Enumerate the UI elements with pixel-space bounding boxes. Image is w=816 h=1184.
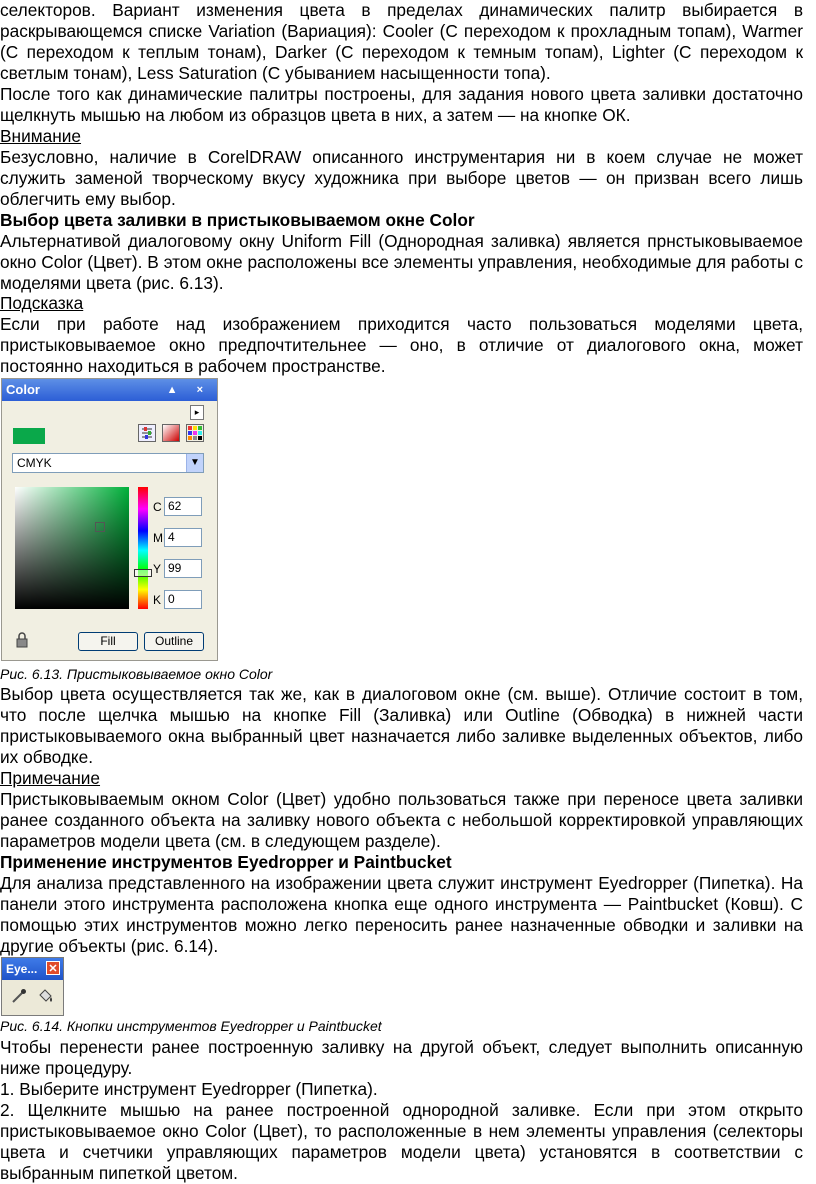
eyedropper-toolbar-titlebar <box>2 958 63 980</box>
docker-title: Color <box>6 382 40 397</box>
paragraph-uniform-fill-alt: Альтернативой диалоговому окну Uniform Fill (Однородная заливка) является прнстыковываемое окно Color (Цвет). В этом окне расположены все элементы управления, необходимые для работы с моделями цвета (рис. 6.13). <box>0 231 803 293</box>
current-color-swatch <box>13 428 45 444</box>
figure-caption-6-14: Рис. 6.14. Кнопки инструментов Eyedropper и Paintbucket <box>0 1018 382 1034</box>
step-2: 2. Щелкните мышью на ранее построенной однородной заливке. Если при этом открыто пристыковываемое окно Color (Цвет), то расположенные в нем элементы управления (селекторы цвета и счетчики управляющих параметров модели цвета) установятся в соответствии с выбранным пипеткой цветом. <box>0 1100 803 1183</box>
hue-slider-handle[interactable] <box>134 569 152 577</box>
note-label-attention: Внимание <box>0 126 82 146</box>
eyedropper-toolbar <box>1 957 64 1016</box>
color-docker-window <box>1 378 218 661</box>
figure-caption-6-13: Рис. 6.13. Пристыковываемое окно Color <box>0 666 273 682</box>
paragraph-creative-taste: Безусловно, наличие в CorelDRAW описанного инструментария ни в коем случае не может служить заменой творческому вкусу художника при выборе цветов — он призван всего лишь облегчить ему выбор. <box>0 147 803 209</box>
note-label-hint: Подсказка <box>0 293 84 313</box>
docker-title-buttons[interactable]: ▲ × <box>166 384 211 396</box>
paragraph-variation: селекторов. Вариант изменения цвета в пределах динамических палитр выбирается в раскрывающемся списке Variation (Вариация): Cooler (С переходом к прохладным топам), Warmer (С переходом к теплым тонам), Darker (С переходом к темным топам), Lighter (С переходом к светлым тонам), Less Saturation (С убыванием насыщенности топа). <box>0 0 803 83</box>
label-k: K <box>153 593 162 607</box>
step-1: 1. Выберите инструмент Eyedropper (Пипетка). <box>0 1079 378 1099</box>
label-m: M <box>153 531 163 545</box>
color-sliders-icon[interactable] <box>138 424 156 442</box>
close-icon[interactable]: ✕ <box>46 961 60 975</box>
paintbucket-tool-icon[interactable] <box>36 987 54 1010</box>
c-value-field[interactable]: 62 <box>164 497 202 516</box>
color-selector-square[interactable] <box>15 487 129 609</box>
chevron-down-icon: ▼ <box>186 454 203 472</box>
label-y: Y <box>153 562 162 576</box>
color-model-value: CMYK <box>17 456 52 470</box>
paragraph-docker-transfer: Пристыковываемым окном Color (Цвет) удобно пользоваться также при переносе цвета заливки ранее созданного объекта на заливку нового объекта с небольшой корректировкой управляющих параметров модели цвета (см. в следующем разделе). <box>0 789 803 851</box>
docker-titlebar <box>2 379 217 401</box>
label-c: C <box>153 500 162 514</box>
heading-eyedropper: Применение инструментов Eyedropper и Paintbucket <box>0 852 452 872</box>
eyedropper-tool-icon[interactable] <box>10 987 28 1010</box>
paragraph-docker-preferable: Если при работе над изображением приходится часто пользоваться моделями цвета, пристыковываемое окно предпочтительнее — оно, в отличие от диалогового окна, может постоянно находиться в рабочем пространстве. <box>0 314 803 376</box>
paragraph-fill-outline: Выбор цвета осуществляется так же, как в диалоговом окне (см. выше). Отличие состоит в том, что после щелчка мышью на кнопке Fill (Заливка) или Outline (Обводка) в нижней части пристыковываемого окна выбранный цвет назначается либо заливке выделенных объектов, либо их обводке. <box>0 684 803 767</box>
color-viewers-icon[interactable] <box>162 424 180 442</box>
hue-slider-bar[interactable] <box>138 487 148 609</box>
eyedropper-toolbar-title: Eye... <box>6 962 38 976</box>
color-model-select[interactable] <box>12 453 204 473</box>
heading-color-docker: Выбор цвета заливки в пристыковываемом окне Color <box>0 210 475 230</box>
k-value-field[interactable]: 0 <box>164 590 202 609</box>
paragraph-palettes-built: После того как динамические палитры построены, для задания нового цвета заливки достаточно щелкнуть мышью на любом из образцов цвета в них, а затем — на кнопке ОК. <box>0 84 803 125</box>
paragraph-procedure-intro: Чтобы перенести ранее построенную заливку на другой объект, следует выполнить описанную ниже процедуру. <box>0 1037 803 1078</box>
color-palettes-icon[interactable] <box>186 424 204 442</box>
outline-button[interactable]: Outline <box>144 632 204 651</box>
lock-icon[interactable] <box>14 632 30 648</box>
docker-flyout-arrow-icon[interactable]: ▸ <box>190 405 204 420</box>
note-label-remark: Примечание <box>0 768 101 788</box>
m-value-field[interactable]: 4 <box>164 528 202 547</box>
fill-button[interactable]: Fill <box>78 632 138 651</box>
paragraph-eyedropper-intro: Для анализа представленного на изображении цвета служит инструмент Eyedropper (Пипетка). На панели этого инструмента расположена кнопка еще одного инструмента — Paintbucket (Ковш). С помощью этих инструментов можно легко переносить ранее назначенные обводки и заливки на другие объекты (рис. 6.14). <box>0 873 803 956</box>
color-selector-marker[interactable] <box>95 522 105 532</box>
y-value-field[interactable]: 99 <box>164 559 202 578</box>
